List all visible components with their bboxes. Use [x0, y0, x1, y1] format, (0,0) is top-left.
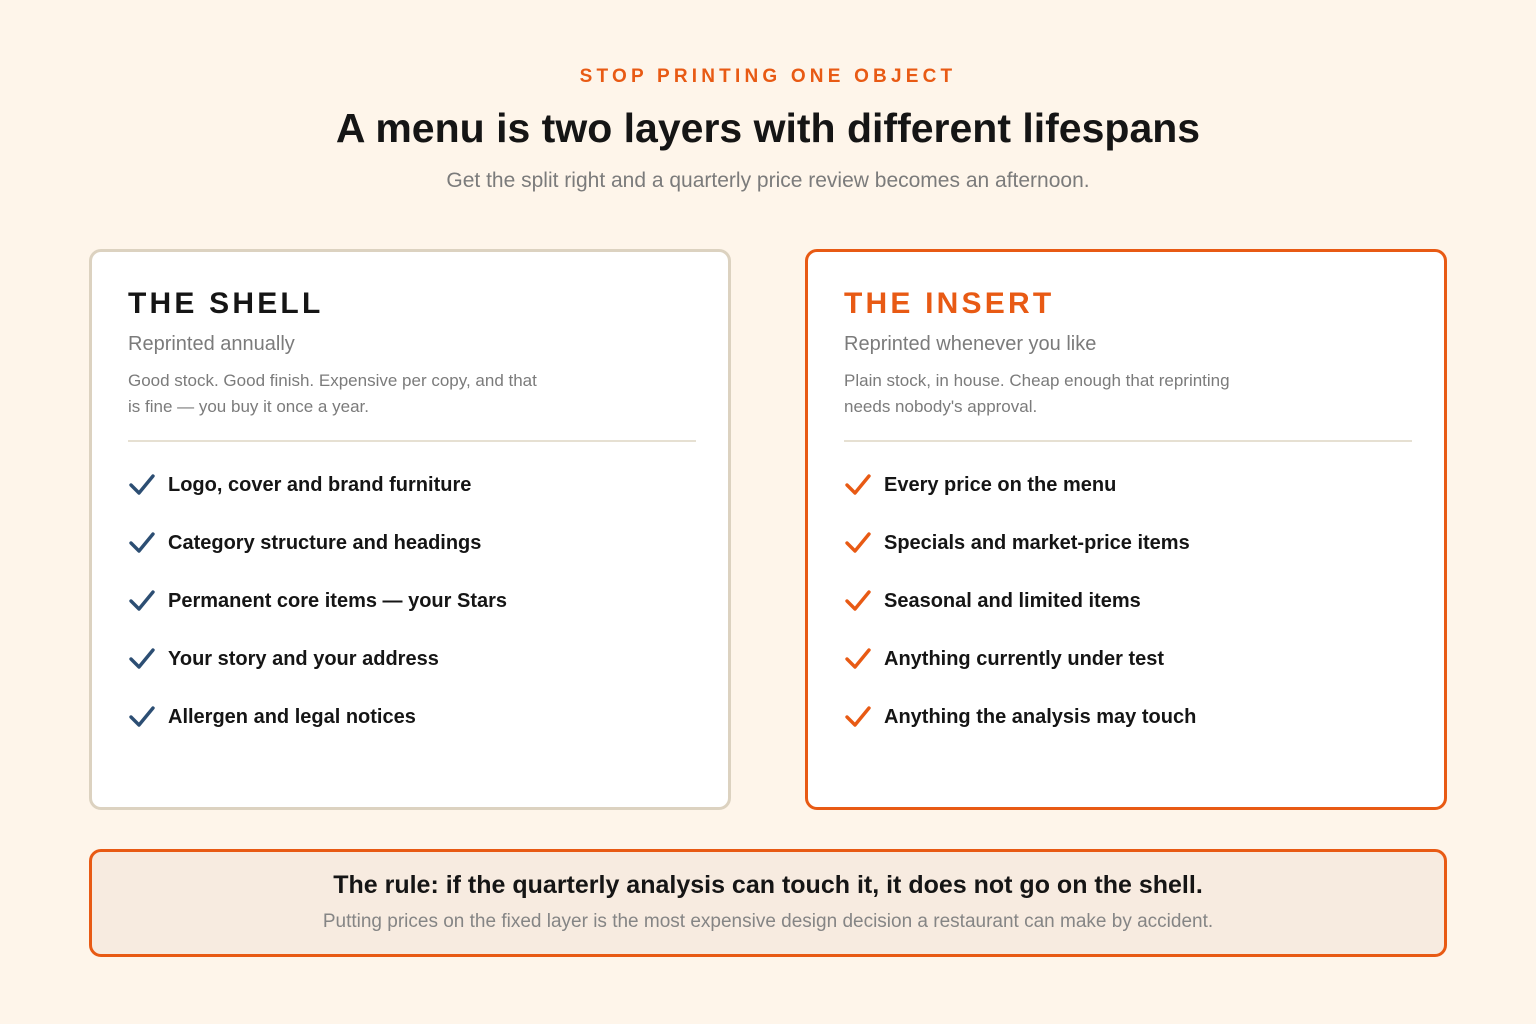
- shell-list-item: [128, 642, 692, 676]
- check-icon: [844, 646, 872, 672]
- check-icon: [128, 472, 156, 498]
- shell-list-item: [128, 700, 692, 734]
- insert-item-label: Anything the analysis may touch: [884, 705, 1197, 728]
- insert-item-list: [844, 468, 1408, 734]
- check-icon: [844, 472, 872, 498]
- insert-description: Plain stock, in house. Cheap enough that reprinting needs nobody's approval.: [844, 371, 1230, 416]
- shell-item-label: Logo, cover and brand furniture: [168, 473, 472, 496]
- check-icon: [128, 530, 156, 556]
- rule-callout: [89, 849, 1447, 957]
- insert-item-label: Seasonal and limited items: [884, 589, 1141, 612]
- shell-list-item: [128, 526, 692, 560]
- check-icon: [128, 646, 156, 672]
- check-icon: [128, 588, 156, 614]
- check-icon: [844, 530, 872, 556]
- insert-list-item: [844, 526, 1408, 560]
- shell-item-label: Category structure and headings: [168, 531, 482, 554]
- insert-list-item: [844, 468, 1408, 502]
- insert-item-label: Anything currently under test: [884, 647, 1165, 670]
- insert-list-item: [844, 700, 1408, 734]
- shell-title: THE SHELL: [128, 287, 324, 320]
- shell-description: Good stock. Good finish. Expensive per copy, and that is fine — you buy it once a year.: [128, 371, 537, 416]
- shell-card: [89, 249, 731, 810]
- check-icon: [128, 704, 156, 730]
- insert-item-label: Specials and market-price items: [884, 531, 1190, 554]
- shell-list-item: [128, 468, 692, 502]
- insert-subtitle: Reprinted whenever you like: [844, 333, 1097, 355]
- shell-subtitle: Reprinted annually: [128, 333, 295, 355]
- insert-item-label: Every price on the menu: [884, 473, 1117, 496]
- shell-item-label: Allergen and legal notices: [168, 705, 416, 728]
- shell-item-label: Your story and your address: [168, 647, 439, 670]
- insert-list-item: [844, 584, 1408, 618]
- shell-divider: [128, 440, 696, 442]
- insert-title: THE INSERT: [844, 287, 1055, 320]
- check-icon: [844, 704, 872, 730]
- shell-item-label: Permanent core items — your Stars: [168, 589, 508, 612]
- insert-list-item: [844, 642, 1408, 676]
- shell-item-list: [128, 468, 692, 734]
- page-subtitle: Get the split right and a quarterly price review becomes an afternoon.: [446, 169, 1090, 192]
- shell-list-item: [128, 584, 692, 618]
- insert-divider: [844, 440, 1412, 442]
- page-title: A menu is two layers with different lifespans: [335, 105, 1201, 151]
- check-icon: [844, 588, 872, 614]
- eyebrow-label: STOP PRINTING ONE OBJECT: [579, 66, 957, 87]
- rule-subtitle: Putting prices on the fixed layer is the most expensive design decision a restaurant can make by accident.: [322, 911, 1214, 932]
- insert-card: [805, 249, 1447, 810]
- rule-title: The rule: if the quarterly analysis can touch it, it does not go on the shell.: [333, 871, 1203, 899]
